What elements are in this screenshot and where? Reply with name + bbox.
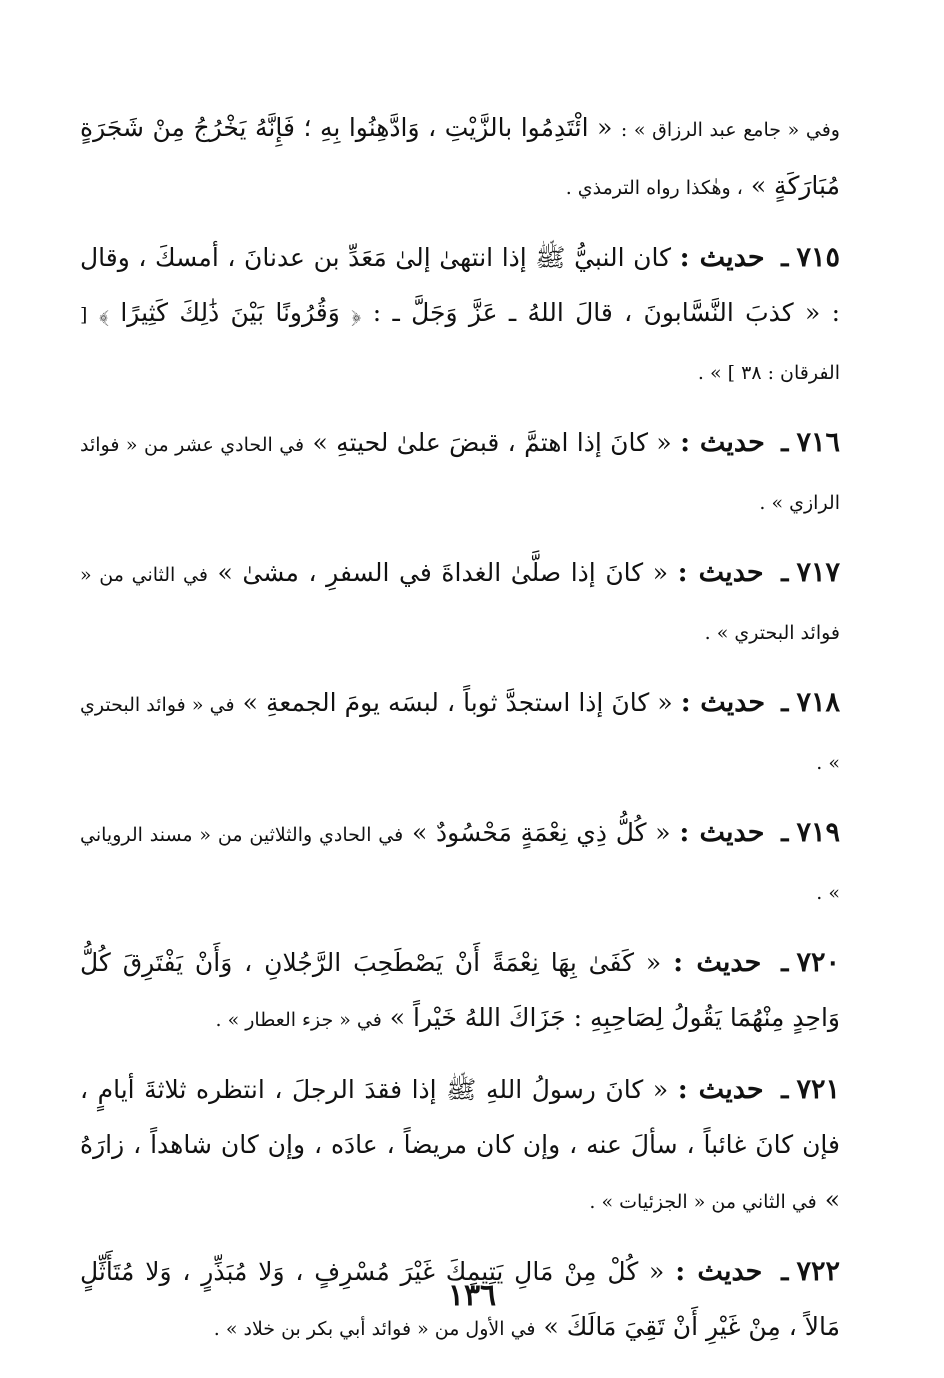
hadith-entry	[80, 415, 840, 531]
hadith-keyword: حديث :	[679, 817, 765, 848]
dash: ـ	[781, 688, 789, 717]
hadith-number: ٧٢٢	[796, 1256, 840, 1287]
hadith-source: في الحادي عشر من « فوائد الرازي » .	[80, 434, 840, 514]
hadith-entry	[80, 675, 840, 791]
dash: ـ	[781, 818, 789, 847]
hadith-keyword: حديث :	[677, 557, 764, 588]
intro-lead: وفي « جامع عبد الرزاق » :	[620, 119, 840, 141]
dash: ـ	[781, 1257, 789, 1286]
hadith-source: في الثاني من « فوائد البحتري » .	[80, 564, 840, 644]
intro-paragraph	[80, 100, 840, 216]
hadith-number: ٧١٦	[796, 427, 840, 458]
hadith-text: « كَفَىٰ بِهَا نِعْمَةً أَنْ يَصْطَحِبَ الرَّجُلانِ ، وَأَنْ يَفْتَرِقَ كُلُّ وَاحِدٍ مِنْهُمَا يَقُولُ لِصَاحِبِهِ : جَزَاكَ اللهُ خَيْراً »	[80, 948, 840, 1032]
dash: ـ	[781, 1075, 789, 1104]
hadith-source: في « فوائد البحتري » .	[80, 694, 840, 774]
hadith-keyword: حديث :	[673, 947, 762, 978]
dash: ـ	[781, 948, 789, 977]
hadith-text: « كانَ إذا اهتمَّ ، قبضَ علىٰ لحيتهِ »	[312, 428, 672, 457]
hadith-keyword: حديث :	[680, 427, 765, 458]
hadith-text: « كُلْ مِنْ مَالِ يَتِيمِكَ غَيْرَ مُسْرِفٍ ، وَلا مُبَذِّرٍ ، وَلا مُتَأَثِّلٍ مَالاً ، مِنْ غَيْرِ أَنْ تَقِيَ مَالَكَ »	[80, 1257, 840, 1341]
hadith-source: [ الفرقان : ٣٨ ] » .	[80, 304, 840, 384]
hadith-entry	[80, 935, 840, 1048]
hadith-text: « كانَ رسولُ اللهِ ﷺ إذا فقدَ الرجلَ ، انتظره ثلاثةَ أيامٍ ، فإن كانَ غائباً ، سألَ عنه ، وإن كان مريضاً ، عادَه ، وإن كان شاهداً ، زارَهُ »	[80, 1075, 840, 1214]
intro-tail: ، وهٰكذا رواه الترمذي .	[565, 177, 743, 199]
hadith-text: « كانَ إذا استجدَّ ثوباً ، لبسَه يومَ الجمعةِ »	[242, 688, 673, 717]
dash: ـ	[781, 428, 789, 457]
hadith-keyword: حديث :	[679, 242, 765, 273]
dash: ـ	[781, 243, 789, 272]
document-body	[80, 100, 840, 1371]
hadith-number: ٧١٩	[796, 817, 840, 848]
hadith-entry	[80, 230, 840, 401]
hadith-entry	[80, 805, 840, 921]
hadith-source: في « جزء العطار » .	[215, 1009, 382, 1031]
hadith-entry	[80, 545, 840, 661]
hadith-source: في الحادي والثلاثين من « مسند الروياني » .	[80, 824, 840, 904]
hadith-text: « كانَ إذا صلَّىٰ الغداةَ في السفرِ ، مشىٰ »	[217, 558, 669, 587]
hadith-keyword: حديث :	[675, 1256, 763, 1287]
hadith-source: في الثاني من « الجزئيات » .	[589, 1191, 817, 1213]
hadith-entry	[80, 1062, 840, 1230]
hadith-keyword: حديث :	[680, 687, 766, 718]
hadith-number: ٧٢٠	[796, 947, 840, 978]
hadith-text: كان النبيُّ ﷺ إذا انتهىٰ إلىٰ مَعَدِّ بن عدنانَ ، أمسكَ ، وقال : « كذبَ النَّسَّابونَ ، قالَ اللهُ ـ عَزَّ وَجَلَّ ـ : ﴿ وَقُرُونًا بَيْنَ ذَٰلِكَ كَثِيرًا ﴾	[80, 243, 840, 327]
intro-quote: « ائْتَدِمُوا بالزَّيْتِ ، وَادَّهِنُوا بِهِ ؛ فَإِنَّهُ يَخْرُجُ مِنْ شَجَرَةٍ مُبَارَكَةٍ »	[80, 113, 840, 200]
hadith-number: ٧١٨	[796, 687, 840, 718]
hadith-source: في الأول من « فوائد أبي بكر بن خلاد » .	[213, 1318, 536, 1340]
dash: ـ	[781, 558, 789, 587]
page-number: ١٣٦	[447, 1278, 497, 1313]
hadith-text: « كُلُّ ذِي نِعْمَةٍ مَحْسُودٌ »	[411, 818, 671, 847]
hadith-number: ٧٢١	[796, 1074, 840, 1105]
hadith-keyword: حديث :	[677, 1074, 764, 1105]
hadith-number: ٧١٧	[796, 557, 841, 588]
hadith-number: ٧١٥	[796, 242, 840, 273]
